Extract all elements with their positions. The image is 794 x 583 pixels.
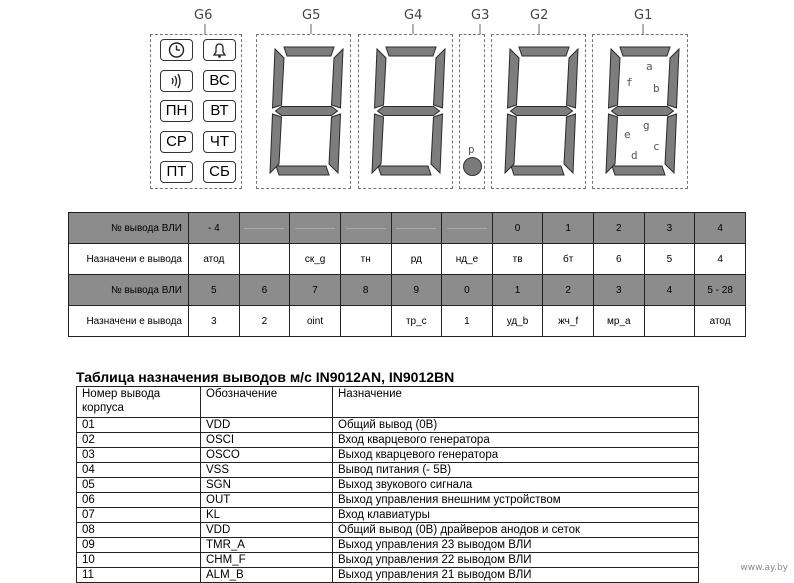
day-vt-indicator: ВТ — [203, 100, 236, 122]
table-cell: 5 — [644, 244, 695, 275]
pin-number-row — [69, 275, 746, 306]
segment-a-g5 — [284, 47, 334, 56]
table-cell: OSCO — [201, 448, 333, 463]
row-label: Назначени е вывода — [69, 306, 189, 337]
segment-d-g5 — [276, 166, 329, 175]
table-cell: 3 — [189, 306, 240, 337]
table-cell: Общий вывод (0В) драйверов анодов и сеток — [333, 523, 699, 538]
table-cell: ALM_B — [201, 568, 333, 583]
table-cell: бт — [543, 244, 594, 275]
segment-label-c: c — [653, 140, 660, 153]
table-cell: Общий вывод (0В) — [333, 418, 699, 433]
row-label: № вывода ВЛИ — [69, 275, 189, 306]
column-header: Назначение — [333, 387, 699, 418]
ic-pin-table — [76, 386, 699, 583]
table-cell: 6 — [239, 275, 290, 306]
segment-f-g4 — [375, 49, 387, 108]
table-cell: 2 — [239, 306, 290, 337]
segment-e-g4 — [372, 114, 384, 173]
table-cell: 7 — [290, 275, 341, 306]
table-cell: Выход управления 23 выводом ВЛИ — [333, 538, 699, 553]
table-cell: рд — [391, 244, 442, 275]
table-cell: 8 — [340, 275, 391, 306]
row-label: № вывода ВЛИ — [69, 213, 189, 244]
segment-b-g5 — [332, 49, 344, 108]
table-row — [77, 418, 699, 433]
table-cell — [391, 213, 442, 244]
pin-function-row — [69, 306, 746, 337]
table-cell: 1 — [492, 275, 543, 306]
table-cell: Вход кварцевого генератора — [333, 433, 699, 448]
table-cell: 4 — [695, 244, 746, 275]
table-cell: Вход клавиатуры — [333, 508, 699, 523]
table-row — [77, 538, 699, 553]
table-cell: тр_с — [391, 306, 442, 337]
segment-c-g2 — [564, 114, 576, 173]
table-cell: 03 — [77, 448, 201, 463]
table-cell: TMR_A — [201, 538, 333, 553]
table-cell: тв — [492, 244, 543, 275]
table-cell: 05 — [77, 478, 201, 493]
table-cell: Вывод питания (- 5В) — [333, 463, 699, 478]
table-cell: 02 — [77, 433, 201, 448]
pin-number-row — [69, 213, 746, 244]
segment-c-g4 — [431, 114, 443, 173]
pin-function-row — [69, 244, 746, 275]
point-label: p — [468, 143, 475, 156]
point-segment — [463, 157, 482, 176]
table-cell: KL — [201, 508, 333, 523]
table-row — [77, 478, 699, 493]
table-cell: OUT — [201, 493, 333, 508]
table-cell: 6 — [594, 244, 645, 275]
segment-a-g2 — [519, 47, 569, 56]
table-cell: 1 — [442, 306, 493, 337]
table-cell: 5 - 28 — [695, 275, 746, 306]
grid-label-g1: G1 — [634, 8, 653, 23]
segment-g-g4 — [378, 107, 440, 116]
table-row — [77, 508, 699, 523]
segment-label-g: g — [643, 119, 650, 132]
column-header: Обозначение — [201, 387, 333, 418]
segment-label-a: a — [646, 60, 653, 73]
segment-g-g1 — [612, 107, 674, 116]
table-cell: 2 — [594, 213, 645, 244]
day-vs-indicator: ВС — [203, 70, 236, 92]
segment-label-e: e — [624, 128, 631, 141]
table-cell: 5 — [189, 275, 240, 306]
grid-label-g3: G3 — [471, 8, 490, 23]
table-cell — [340, 213, 391, 244]
table-cell — [239, 244, 290, 275]
day-pt-indicator: ПТ — [160, 161, 193, 183]
table-cell: ск_g — [290, 244, 341, 275]
seven-segment-digits — [0, 0, 794, 200]
table-cell: 09 — [77, 538, 201, 553]
table-row — [77, 463, 699, 478]
table-cell: VDD — [201, 523, 333, 538]
table-cell: Выход управления 21 выводом ВЛИ — [333, 568, 699, 583]
table-cell: 1 — [543, 213, 594, 244]
segment-d-g4 — [378, 166, 431, 175]
table-cell: 08 — [77, 523, 201, 538]
table-cell: CHM_F — [201, 553, 333, 568]
table-cell: 2 — [543, 275, 594, 306]
grid-label-g2: G2 — [530, 8, 549, 23]
segment-d-g1 — [612, 166, 665, 175]
table-cell: 10 — [77, 553, 201, 568]
watermark: www.ay.by — [740, 563, 788, 573]
day-pn-indicator: ПН — [160, 100, 193, 122]
segment-a-g1 — [620, 47, 670, 56]
table-cell: 3 — [644, 213, 695, 244]
table-cell — [290, 213, 341, 244]
table-cell: мр_а — [594, 306, 645, 337]
table-cell: 06 — [77, 493, 201, 508]
segment-g-g5 — [276, 107, 338, 116]
table-cell: 9 — [391, 275, 442, 306]
table-row — [77, 493, 699, 508]
table-cell: VDD — [201, 418, 333, 433]
segment-c-g1 — [665, 114, 677, 173]
table-row — [77, 568, 699, 583]
row-label: Назначени е вывода — [69, 244, 189, 275]
table-cell: VSS — [201, 463, 333, 478]
grid-label-g4: G4 — [404, 8, 423, 23]
table-cell: Выход управления 22 выводом ВЛИ — [333, 553, 699, 568]
segment-c-g5 — [329, 114, 341, 173]
table-cell: 11 — [77, 568, 201, 583]
day-sb-indicator: СБ — [203, 161, 236, 183]
table-cell: SGN — [201, 478, 333, 493]
table-cell: тн — [340, 244, 391, 275]
table-cell: Выход звукового сигнала — [333, 478, 699, 493]
segment-f-g5 — [273, 49, 285, 108]
segment-b-g1 — [668, 49, 680, 108]
table-cell: 01 — [77, 418, 201, 433]
table-cell — [442, 213, 493, 244]
table-cell: - 4 — [189, 213, 240, 244]
table-cell: 0 — [492, 213, 543, 244]
table-cell — [340, 306, 391, 337]
table-header-row — [77, 387, 699, 418]
table-cell: oint — [290, 306, 341, 337]
segment-f-g1 — [609, 49, 621, 108]
table-row — [77, 523, 699, 538]
table-cell — [239, 213, 290, 244]
segment-label-b: b — [653, 82, 660, 95]
table-cell: 0 — [442, 275, 493, 306]
column-header: Номер вывода корпуса — [77, 387, 201, 418]
table-cell: 3 — [594, 275, 645, 306]
grid-label-g5: G5 — [302, 8, 321, 23]
table-cell: Выход управления внешним устройством — [333, 493, 699, 508]
table-cell: 4 — [695, 213, 746, 244]
segment-e-g5 — [270, 114, 282, 173]
segment-e-g1 — [606, 114, 618, 173]
day-cht-indicator: ЧТ — [203, 131, 236, 153]
table-cell: 04 — [77, 463, 201, 478]
table-row — [77, 448, 699, 463]
segment-f-g2 — [508, 49, 520, 108]
segment-d-g2 — [511, 166, 564, 175]
vfd-pin-table — [68, 212, 746, 337]
table-cell: 07 — [77, 508, 201, 523]
ic-table-title: Таблица назначения выводов м/с IN9012AN, IN9012BN — [76, 369, 455, 385]
table-cell: атод — [189, 244, 240, 275]
segment-label-f: f — [626, 76, 633, 89]
table-cell: уд_b — [492, 306, 543, 337]
segment-label-d: d — [631, 149, 638, 162]
segment-g-g2 — [511, 107, 573, 116]
table-cell: жч_f — [543, 306, 594, 337]
segment-b-g2 — [567, 49, 579, 108]
table-row — [77, 433, 699, 448]
table-cell: Выход кварцевого генератора — [333, 448, 699, 463]
segment-e-g2 — [505, 114, 517, 173]
table-cell: атод — [695, 306, 746, 337]
table-row — [77, 553, 699, 568]
segment-a-g4 — [386, 47, 436, 56]
day-sr-indicator: СР — [160, 131, 193, 153]
table-cell: нд_е — [442, 244, 493, 275]
table-cell: 4 — [644, 275, 695, 306]
segment-b-g4 — [434, 49, 446, 108]
grid-label-g6: G6 — [194, 8, 213, 23]
table-cell: OSCI — [201, 433, 333, 448]
table-cell — [644, 306, 695, 337]
